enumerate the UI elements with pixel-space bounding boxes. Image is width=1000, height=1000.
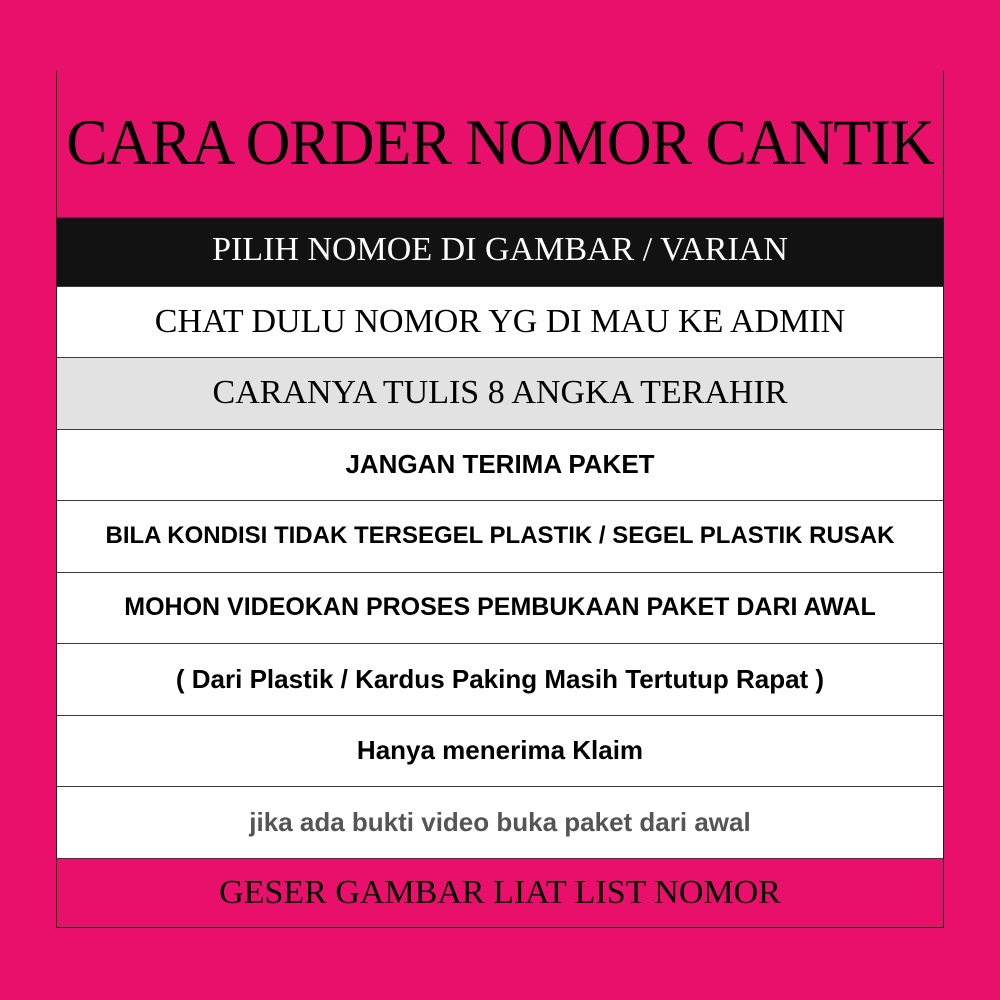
- notice-text: JANGAN TERIMA PAKET: [345, 449, 655, 480]
- notice-row-seal-condition: [57, 501, 943, 573]
- notice-row-packaging-note: [57, 644, 943, 716]
- step-text: CHAT DULU NOMOR YG DI MAU KE ADMIN: [154, 302, 846, 340]
- notice-row-record-video: [57, 573, 943, 645]
- notice-text: ( Dari Plastik / Kardus Paking Masih Tertutup Rapat ): [175, 663, 825, 694]
- footer-row-swipe: [57, 859, 943, 928]
- page-title: CARA ORDER NOMOR CANTIK: [57, 68, 943, 218]
- notice-text: MOHON VIDEOKAN PROSES PEMBUKAAN PAKET DARI AWAL: [124, 593, 876, 622]
- step-row-choose-number: [57, 215, 943, 287]
- footer-text: GESER GAMBAR LIAT LIST NOMOR: [219, 873, 781, 911]
- notice-text: BILA KONDISI TIDAK TERSEGEL PLASTIK / SEGEL PLASTIK RUSAK: [105, 522, 895, 550]
- step-text: CARANYA TULIS 8 ANGKA TERAHIR: [212, 374, 788, 412]
- notice-row-dont-accept: [57, 430, 943, 502]
- step-row-chat-admin: [57, 287, 943, 359]
- step-row-write-digits: [57, 358, 943, 430]
- order-instructions-board: [56, 71, 944, 928]
- notice-row-claims: [57, 716, 943, 788]
- step-text: PILIH NOMOE DI GAMBAR / VARIAN: [212, 231, 788, 269]
- notice-row-video-proof: [57, 787, 943, 859]
- notice-text: Hanya menerima Klaim: [356, 735, 644, 766]
- notice-text: jika ada bukti video buka paket dari awal: [249, 806, 751, 837]
